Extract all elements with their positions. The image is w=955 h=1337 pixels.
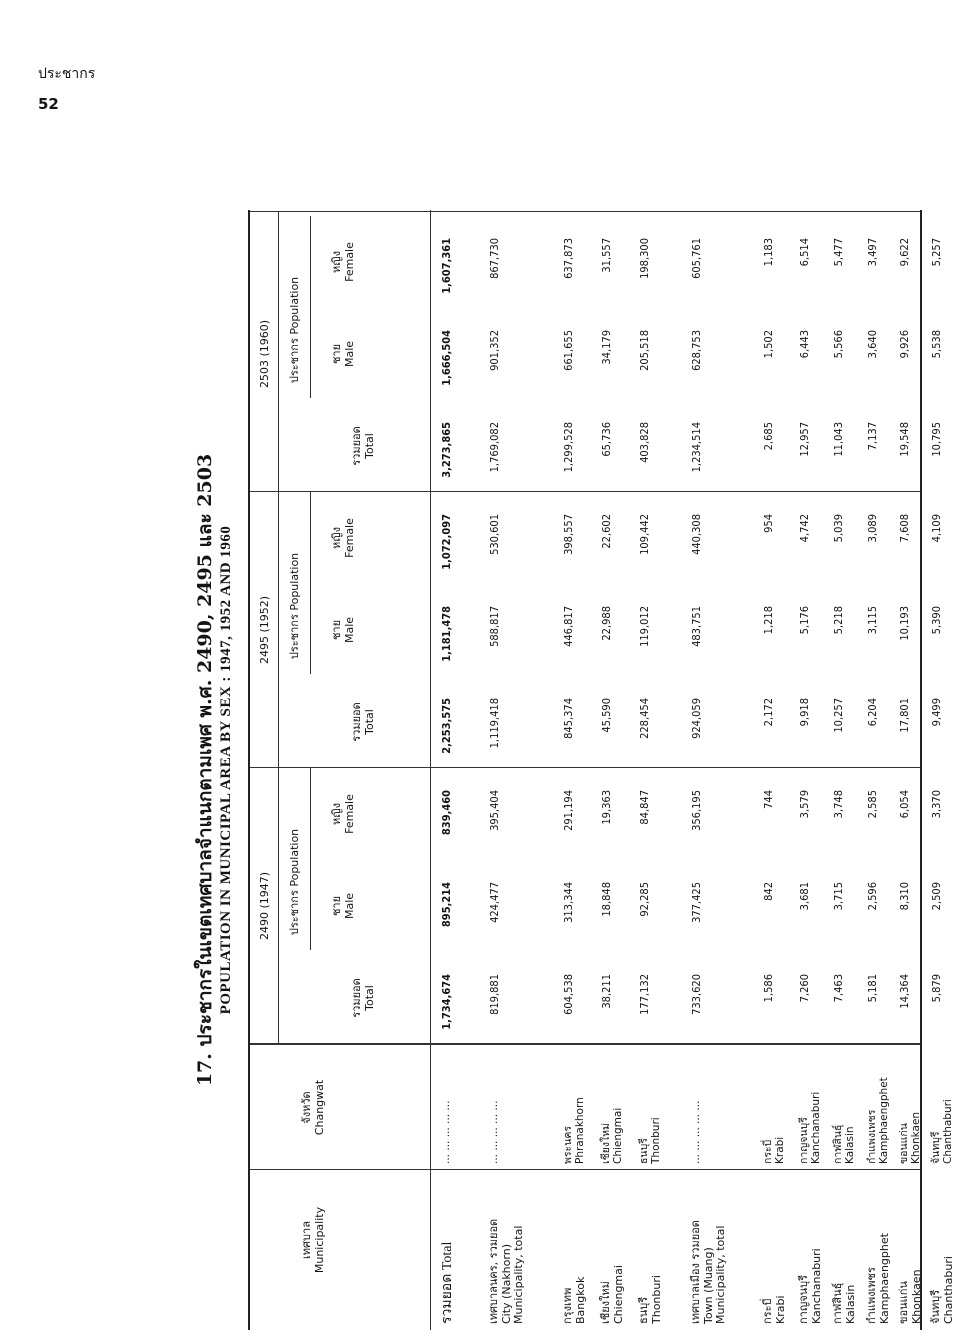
table-cell-value: 3,579 — [798, 790, 811, 819]
table-row-municipality: กำแพงเพชร Kamphaengphet — [865, 1233, 891, 1324]
table-row-changwat: เชียงใหม่ Chiengmai — [600, 1107, 625, 1164]
header-female: หญิง Female — [330, 518, 357, 558]
table-rule — [310, 492, 311, 674]
table-row-changwat: ขอนแก่น Khonkaen — [898, 1111, 923, 1164]
table-row-municipality: กรุงเทพ Bangkok — [561, 1276, 587, 1324]
table-cell-value: 446,817 — [562, 606, 575, 647]
page-number: 52 — [38, 94, 59, 113]
table-cell-value: 895,214 — [440, 882, 453, 928]
table-cell-value: 9,622 — [898, 238, 911, 267]
table-cell-value: 1,769,082 — [488, 422, 501, 473]
header-year: 2503 (1960) — [258, 319, 271, 389]
table-cell-value: 22,988 — [600, 606, 613, 641]
table-row-changwat: ... ... ... ... ... — [690, 1100, 702, 1164]
table-row-municipality: กระบี่ Krabi — [761, 1295, 787, 1324]
table-rule — [278, 212, 279, 1044]
header-male: ชาย Male — [330, 340, 357, 368]
table-cell-value: 395,404 — [488, 790, 501, 831]
table-row-municipality: เทศบาลเมือง รวมยอด Town (Muang) Municipality, total — [689, 1220, 728, 1324]
table-cell-value: 842 — [762, 882, 775, 901]
table-cell-value: 1,299,528 — [562, 422, 575, 473]
table-title-english: POPULATION IN MUNICIPAL AREA BY SEX : 1947, 1952 AND 1960 — [218, 525, 234, 1015]
table-cell-value: 1,119,418 — [488, 698, 501, 749]
table-cell-value: 3,715 — [832, 882, 845, 911]
table-cell-value: 1,234,514 — [690, 422, 703, 473]
table-cell-value: 3,497 — [866, 238, 879, 267]
table-row-changwat: พระนคร Phranakhorn — [562, 1097, 587, 1164]
table-rule — [430, 210, 431, 1330]
table-cell-value: 177,132 — [638, 974, 651, 1015]
header-female: หญิง Female — [330, 242, 357, 282]
table-row-municipality: กาญจนบุรี Kanchanaburi — [797, 1248, 823, 1324]
table-row-municipality: จันทบุรี Chanthaburi — [929, 1256, 955, 1324]
table-cell-value: 2,253,575 — [440, 698, 453, 754]
table-cell-value: 2,685 — [762, 422, 775, 451]
header-population: ประชากร Population — [288, 276, 301, 384]
table-rule — [250, 1043, 920, 1044]
table-cell-value: 1,607,361 — [440, 238, 453, 294]
table-cell-value: 5,181 — [866, 974, 879, 1003]
table-cell-value: 14,364 — [898, 974, 911, 1009]
table-cell-value: 403,828 — [638, 422, 651, 463]
table-cell-value: 119,012 — [638, 606, 651, 647]
rotated-table-block — [190, 210, 955, 1330]
table-cell-value: 6,204 — [866, 698, 879, 727]
table-row-municipality: เทศบาลนคร, รวมยอด City (Nakhorn) Municipality, total — [487, 1218, 526, 1324]
table-row-changwat: ธนบุรี Thonburi — [638, 1117, 663, 1164]
table-cell-value: 11,043 — [832, 422, 845, 457]
table-cell-value: 1,666,504 — [440, 330, 453, 386]
header-total: รวมยอด Total — [350, 978, 377, 1018]
table-row-changwat: กาฬสินธุ์ Kalasin — [832, 1124, 857, 1164]
table-cell-value: 2,509 — [930, 882, 943, 911]
table-cell-value: 7,463 — [832, 974, 845, 1003]
table-cell-value: 7,137 — [866, 422, 879, 451]
table-rule — [250, 491, 920, 492]
table-cell-value: 10,193 — [898, 606, 911, 641]
table-cell-value: 38,211 — [600, 974, 613, 1009]
table-cell-value: 744 — [762, 790, 775, 809]
table-cell-value: 356,195 — [690, 790, 703, 831]
table-cell-value: 9,499 — [930, 698, 943, 727]
table-cell-value: 34,179 — [600, 330, 613, 365]
table-cell-value: 84,847 — [638, 790, 651, 825]
table-rule — [250, 1044, 920, 1045]
table-row-changwat: ... ... ... ... ... — [440, 1100, 452, 1164]
table-cell-value: 9,918 — [798, 698, 811, 727]
table-cell-value: 2,596 — [866, 882, 879, 911]
table-cell-value: 19,363 — [600, 790, 613, 825]
table-cell-value: 819,881 — [488, 974, 501, 1015]
table-cell-value: 924,059 — [690, 698, 703, 739]
table-cell-value: 198,300 — [638, 238, 651, 279]
table-cell-value: 7,608 — [898, 514, 911, 543]
table-cell-value: 5,538 — [930, 330, 943, 359]
table-cell-value: 313,344 — [562, 882, 575, 923]
table-cell-value: 8,310 — [898, 882, 911, 911]
table-cell-value: 845,374 — [562, 698, 575, 739]
table-cell-value: 5,390 — [930, 606, 943, 635]
table-cell-value: 4,742 — [798, 514, 811, 543]
table-row-municipality: กาฬสินธุ์ Kalasin — [831, 1282, 857, 1324]
header-population: ประชากร Population — [288, 828, 301, 936]
table-rule — [310, 768, 311, 950]
table-cell-value: 605,761 — [690, 238, 703, 279]
table-cell-value: 954 — [762, 514, 775, 533]
table-cell-value: 3,640 — [866, 330, 879, 359]
table-cell-value: 398,557 — [562, 514, 575, 555]
population-table — [248, 210, 955, 1330]
table-cell-value: 4,109 — [930, 514, 943, 543]
table-cell-value: 65,736 — [600, 422, 613, 457]
header-female: หญิง Female — [330, 794, 357, 834]
header-changwat: จังหวัด Changwat — [300, 1079, 327, 1136]
table-cell-value: 661,655 — [562, 330, 575, 371]
table-cell-value: 377,425 — [690, 882, 703, 923]
table-cell-value: 5,257 — [930, 238, 943, 267]
table-cell-value: 5,039 — [832, 514, 845, 543]
table-rule — [310, 216, 311, 398]
table-cell-value: 9,926 — [898, 330, 911, 359]
table-cell-value: 31,557 — [600, 238, 613, 273]
page-category: ประชากร — [38, 66, 96, 82]
table-cell-value: 424,477 — [488, 882, 501, 923]
table-row-changwat: กระบี่ Krabi — [762, 1136, 787, 1164]
table-cell-value: 5,176 — [798, 606, 811, 635]
table-cell-value: 228,454 — [638, 698, 651, 739]
table-cell-value: 867,730 — [488, 238, 501, 279]
table-cell-value: 588,817 — [488, 606, 501, 647]
table-cell-value: 5,566 — [832, 330, 845, 359]
header-total: รวมยอด Total — [350, 702, 377, 742]
table-cell-value: 1,181,478 — [440, 606, 453, 662]
table-cell-value: 1,502 — [762, 330, 775, 359]
table-cell-value: 901,352 — [488, 330, 501, 371]
table-cell-value: 3,273,865 — [440, 422, 453, 478]
table-cell-value: 291,194 — [562, 790, 575, 831]
table-cell-value: 3,748 — [832, 790, 845, 819]
header-year: 2495 (1952) — [258, 595, 271, 665]
table-cell-value: 1,734,674 — [440, 974, 453, 1030]
header-municipality: เทศบาล Municipality — [300, 1206, 327, 1274]
table-cell-value: 19,548 — [898, 422, 911, 457]
table-rule — [250, 767, 920, 768]
table-cell-value: 6,443 — [798, 330, 811, 359]
table-row-municipality: เชียงใหม่ Chiengmai — [599, 1265, 625, 1324]
table-rule — [250, 1169, 920, 1170]
table-rule — [250, 211, 920, 212]
page-header — [38, 66, 95, 113]
table-cell-value: 440,308 — [690, 514, 703, 555]
header-total: รวมยอด Total — [350, 426, 377, 466]
table-title-thai: 17. ประชากรในเขตเทศบาลจำแนกตามเพศ พ.ศ. 2490, 2495 และ 2503 — [194, 453, 216, 1087]
table-cell-value: 109,442 — [638, 514, 651, 555]
table-cell-value: 637,873 — [562, 238, 575, 279]
table-cell-value: 3,681 — [798, 882, 811, 911]
table-cell-value: 18,848 — [600, 882, 613, 917]
table-cell-value: 1,218 — [762, 606, 775, 635]
table-cell-value: 5,879 — [930, 974, 943, 1003]
table-row-changwat: กาญจนบุรี Kanchanaburi — [798, 1091, 823, 1164]
table-cell-value: 3,115 — [866, 606, 879, 635]
table-cell-value: 6,514 — [798, 238, 811, 267]
table-cell-value: 733,620 — [690, 974, 703, 1015]
table-cell-value: 839,460 — [440, 790, 453, 836]
table-cell-value: 1,072,097 — [440, 514, 453, 570]
header-year: 2490 (1947) — [258, 871, 271, 941]
table-cell-value: 483,751 — [690, 606, 703, 647]
table-cell-value: 1,183 — [762, 238, 775, 267]
table-cell-value: 12,957 — [798, 422, 811, 457]
table-cell-value: 3,370 — [930, 790, 943, 819]
header-population: ประชากร Population — [288, 552, 301, 660]
table-cell-value: 628,753 — [690, 330, 703, 371]
table-row-changwat: ... ... ... ... ... — [488, 1100, 500, 1164]
header-male: ชาย Male — [330, 892, 357, 920]
table-cell-value: 3,089 — [866, 514, 879, 543]
table-cell-value: 92,285 — [638, 882, 651, 917]
table-cell-value: 604,538 — [562, 974, 575, 1015]
table-cell-value: 205,518 — [638, 330, 651, 371]
table-cell-value: 5,218 — [832, 606, 845, 635]
table-cell-value: 1,586 — [762, 974, 775, 1003]
table-cell-value: 2,585 — [866, 790, 879, 819]
table-cell-value: 10,795 — [930, 422, 943, 457]
table-row-municipality: ธนบุรี Thonburi — [637, 1275, 663, 1324]
table-cell-value: 7,260 — [798, 974, 811, 1003]
table-cell-value: 2,172 — [762, 698, 775, 727]
table-row-changwat: จันทบุรี Chanthaburi — [930, 1099, 955, 1164]
table-cell-value: 6,054 — [898, 790, 911, 819]
table-cell-value: 22,602 — [600, 514, 613, 549]
table-row-municipality: ขอนแก่น Khonkaen — [897, 1269, 923, 1324]
header-male: ชาย Male — [330, 616, 357, 644]
table-cell-value: 5,477 — [832, 238, 845, 267]
table-cell-value: 45,590 — [600, 698, 613, 733]
table-row-changwat: กำแพงเพชร Kamphaengphet — [866, 1077, 891, 1164]
table-row-municipality: รวมยอด Total — [440, 1241, 455, 1324]
table-cell-value: 10,257 — [832, 698, 845, 733]
table-cell-value: 17,801 — [898, 698, 911, 733]
table-cell-value: 530,601 — [488, 514, 501, 555]
